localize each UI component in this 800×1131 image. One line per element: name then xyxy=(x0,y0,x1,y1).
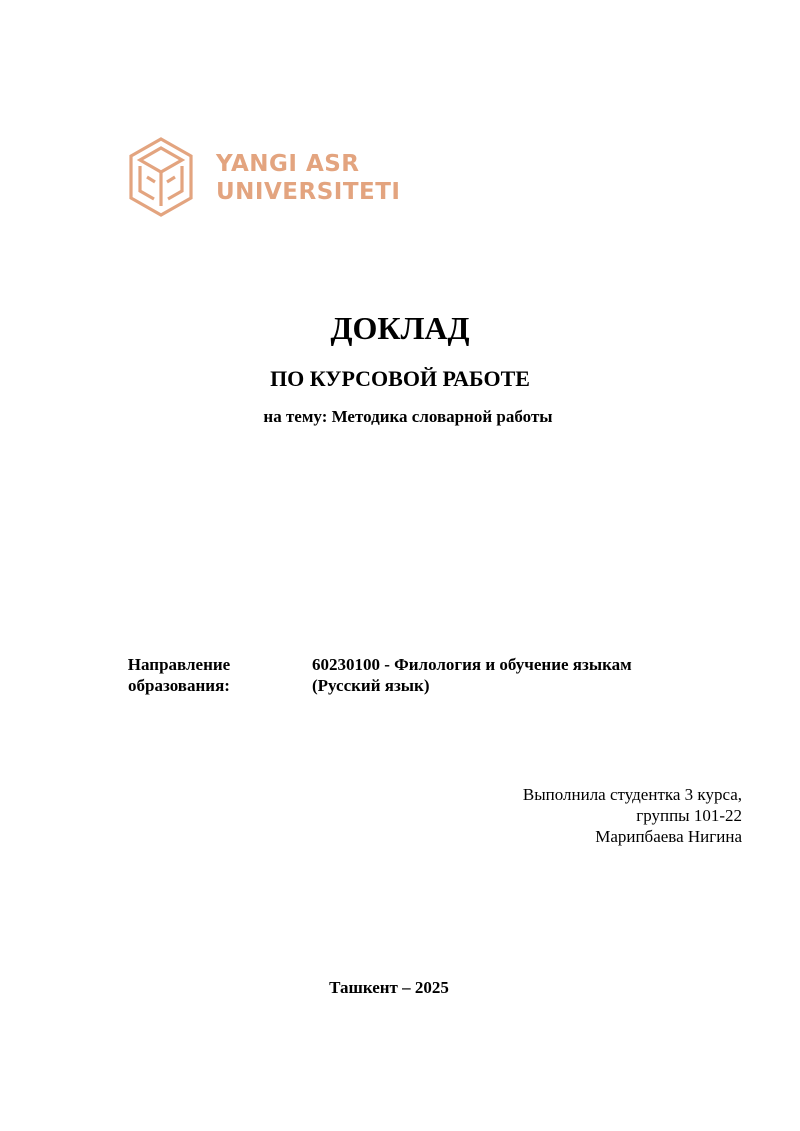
university-logo xyxy=(128,137,408,219)
author-line-1: Выполнила студентка 3 курса, xyxy=(522,785,742,804)
logo-wordmark xyxy=(216,150,400,206)
cube-logo-icon xyxy=(128,137,194,217)
author-name: Марипбаева Нигина xyxy=(595,827,742,846)
direction-value-line-2: (Русский язык) xyxy=(312,676,430,695)
place-year: Ташкент – 2025 xyxy=(329,978,449,997)
direction-value-line-1: 60230100 - Филология и обучение языкам xyxy=(312,655,632,674)
document-subheading: ПО КУРСОВОЙ РАБОТЕ xyxy=(270,366,530,391)
direction-label-line-1: Направление xyxy=(127,655,231,674)
author-line-2: группы 101-22 xyxy=(636,806,742,825)
document-topic: на тему: Методика словарной работы xyxy=(263,407,553,426)
logo-line-1: YANGI ASR xyxy=(216,151,360,177)
direction-value xyxy=(312,654,632,696)
logo-line-2: UNIVERSITETI xyxy=(216,179,401,205)
document-heading: ДОКЛАД xyxy=(330,310,470,346)
author-block xyxy=(523,784,742,847)
direction-label xyxy=(120,654,238,696)
direction-label-line-2: образования: xyxy=(128,676,230,695)
